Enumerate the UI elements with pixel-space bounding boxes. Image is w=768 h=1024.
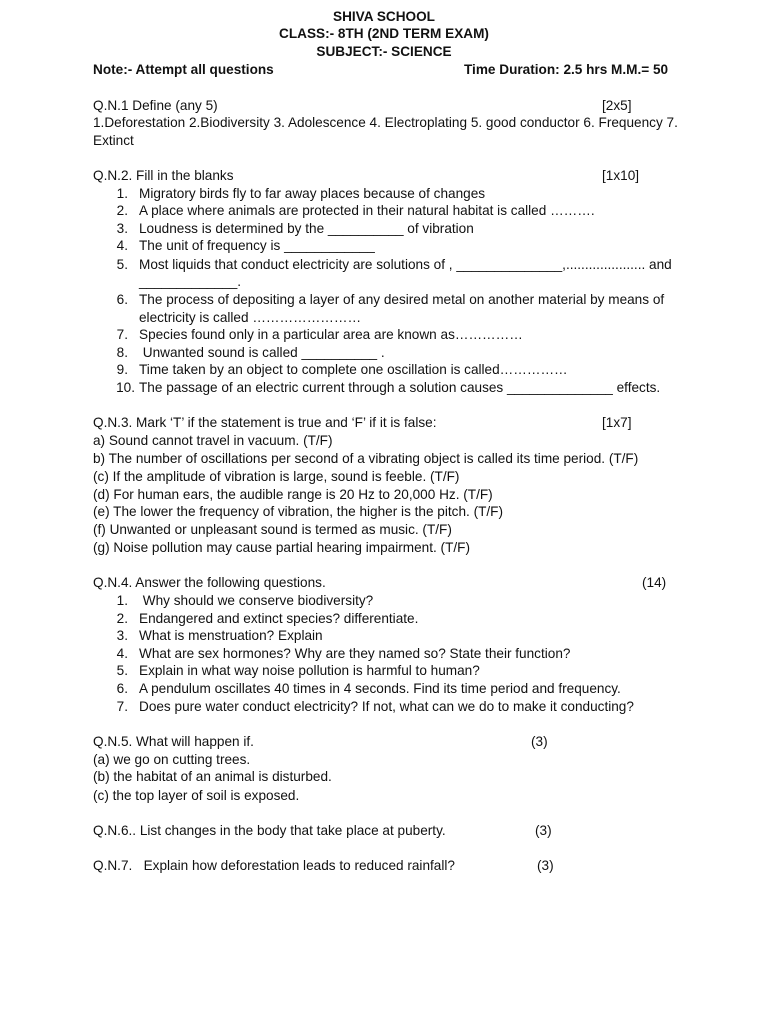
q5-marks: (3) <box>531 734 548 749</box>
q5-title: Q.N.5. What will happen if. <box>93 734 254 749</box>
list-item-number: 10. <box>116 380 135 395</box>
q1-terms-line1: 1.Deforestation 2.Biodiversity 3. Adolescence 4. Electroplating 5. good conductor 6. Frequency 7. <box>93 115 678 130</box>
list-item-number: 1. <box>116 593 128 608</box>
list-item: (b) the habitat of an animal is disturbed. <box>93 769 332 784</box>
list-item: A pendulum oscillates 40 times in 4 seconds. Find its time period and frequency. <box>139 681 621 696</box>
list-item: What is menstruation? Explain <box>139 628 323 643</box>
q4-title: Q.N.4. Answer the following questions. <box>93 575 326 590</box>
list-item: (f) Unwanted or unpleasant sound is termed as music. (T/F) <box>93 522 452 537</box>
list-item-number: 2. <box>116 203 128 218</box>
list-item: Time taken by an object to complete one oscillation is called…………… <box>139 362 568 377</box>
school-name: SHIVA SCHOOL <box>333 9 435 24</box>
list-item-number: 2. <box>116 611 128 626</box>
list-item: Loudness is determined by the __________ of vibration <box>139 221 474 236</box>
list-item: Why should we conserve biodiversity? <box>139 593 374 608</box>
list-item-number: 7. <box>116 327 128 342</box>
q2-title: Q.N.2. Fill in the blanks <box>93 168 234 183</box>
list-item: Migratory birds fly to far away places because of changes <box>139 186 486 201</box>
list-item: The process of depositing a layer of any desired metal on another material by means of <box>139 292 665 307</box>
list-item-number: 3. <box>116 628 128 643</box>
list-item: a) Sound cannot travel in vacuum. (T/F) <box>93 433 333 448</box>
q6-marks: (3) <box>535 823 552 838</box>
list-item: Species found only in a particular area are known as…………… <box>139 327 523 342</box>
list-item-number: 1. <box>116 186 128 201</box>
list-item: Most liquids that conduct electricity are solutions of , ______________,..................... and <box>139 257 672 272</box>
class-line: CLASS:- 8TH (2ND TERM EXAM) <box>279 26 489 41</box>
list-item: (d) For human ears, the audible range is 20 Hz to 20,000 Hz. (T/F) <box>93 487 493 502</box>
list-item: (g) Noise pollution may cause partial hearing impairment. (T/F) <box>93 540 470 555</box>
list-item: b) The number of oscillations per second of a vibrating object is called its time period. (T/F) <box>93 451 639 466</box>
q3-title: Q.N.3. Mark ‘T’ if the statement is true and ‘F’ if it is false: <box>93 415 437 430</box>
list-item-number: 5. <box>116 663 128 678</box>
q1-terms-line2: Extinct <box>93 133 134 148</box>
list-item: Unwanted sound is called __________ . <box>139 345 385 360</box>
list-item: The passage of an electric current through a solution causes ______________ effects. <box>139 380 661 395</box>
list-item-number: 6. <box>116 681 128 696</box>
list-item-continuation: _____________. <box>139 274 242 289</box>
list-item: (c) If the amplitude of vibration is large, sound is feeble. (T/F) <box>93 469 460 484</box>
list-item: (a) we go on cutting trees. <box>93 752 251 767</box>
q7-marks: (3) <box>537 858 554 873</box>
list-item-number: 9. <box>116 362 128 377</box>
q1-title: Q.N.1 Define (any 5) <box>93 98 218 113</box>
list-item: Does pure water conduct electricity? If not, what can we do to make it conducting? <box>139 699 634 714</box>
list-item-number: 6. <box>116 292 128 307</box>
list-item: (e) The lower the frequency of vibration, the higher is the pitch. (T/F) <box>93 504 504 519</box>
list-item: (c) the top layer of soil is exposed. <box>93 788 300 803</box>
instructions-note: Note:- Attempt all questions <box>93 62 274 77</box>
list-item-number: 7. <box>116 699 128 714</box>
list-item-number: 5. <box>116 257 128 272</box>
time-and-marks: Time Duration: 2.5 hrs M.M.= 50 <box>464 62 669 77</box>
list-item-continuation: electricity is called …………………… <box>139 310 362 325</box>
list-item-number: 4. <box>116 238 128 253</box>
list-item-number: 8. <box>116 345 128 360</box>
list-item: Explain in what way noise pollution is harmful to human? <box>139 663 480 678</box>
subject-line: SUBJECT:- SCIENCE <box>316 44 452 59</box>
list-item: Endangered and extinct species? differentiate. <box>139 611 419 626</box>
list-item: A place where animals are protected in their natural habitat is called ………. <box>139 203 595 218</box>
list-item-number: 4. <box>116 646 128 661</box>
list-item-number: 3. <box>116 221 128 236</box>
q4-marks: (14) <box>642 575 667 590</box>
q3-marks: [1x7] <box>602 415 632 430</box>
q6-title: Q.N.6.. List changes in the body that take place at puberty. <box>93 823 446 838</box>
q7-title: Q.N.7. Explain how deforestation leads to reduced rainfall? <box>93 858 455 873</box>
list-item: What are sex hormones? Why are they named so? State their function? <box>139 646 571 661</box>
list-item: The unit of frequency is ____________ <box>139 238 375 253</box>
q1-marks: [2x5] <box>602 98 632 113</box>
q2-marks: [1x10] <box>602 168 640 183</box>
